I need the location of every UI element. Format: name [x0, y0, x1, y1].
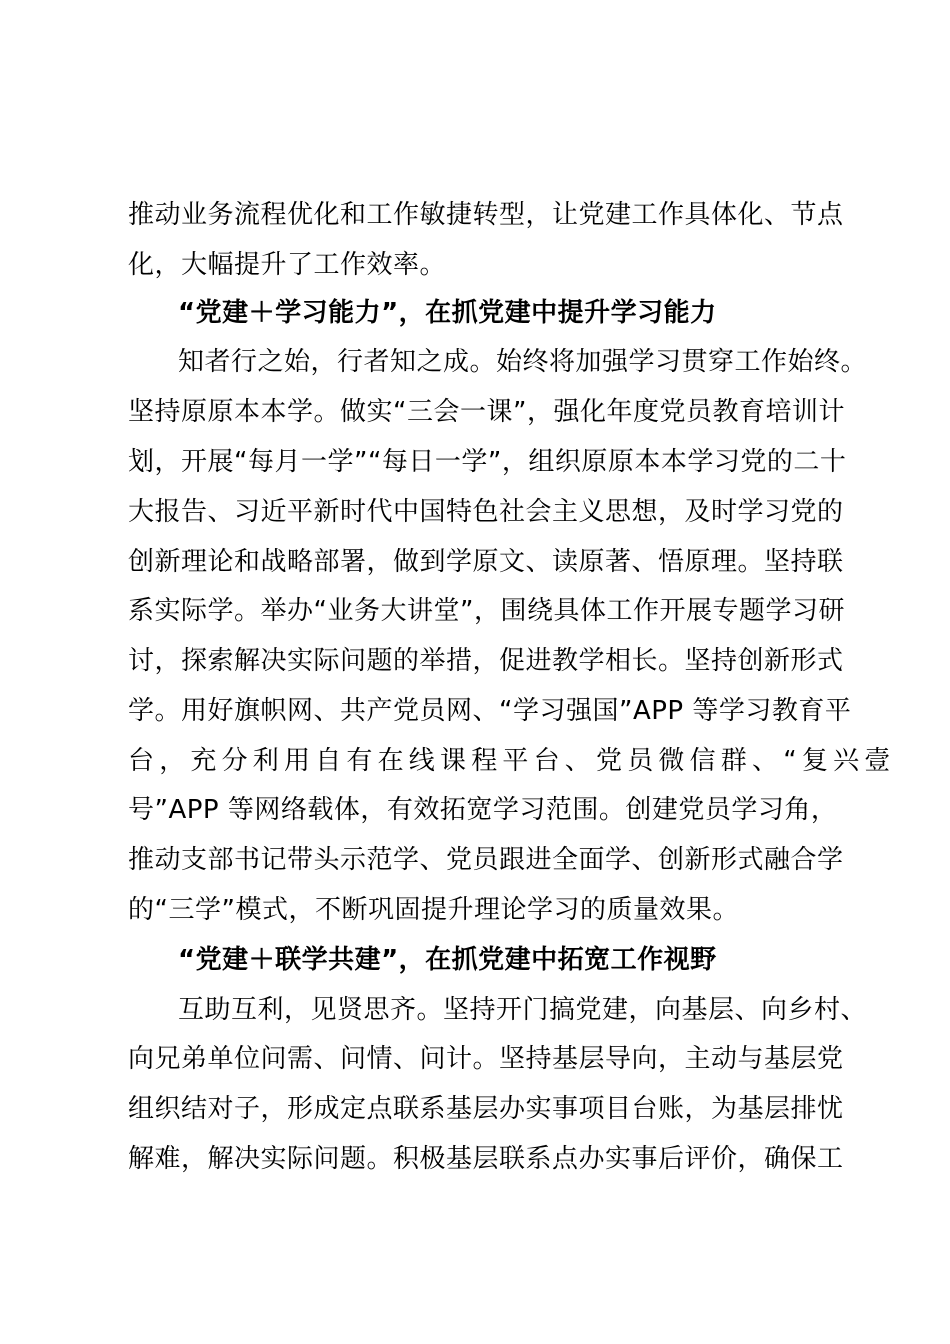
- paragraph-line: 推动业务流程优化和工作敏捷转型，让党建工作具体化、节点: [128, 200, 844, 230]
- paragraph-line: 划，开展“每月一学”“每日一学”，组织原原本本学习党的二十: [128, 447, 847, 477]
- paragraph-line: 创新理论和战略部署，做到学原文、读原著、悟原理。坚持联: [128, 547, 844, 577]
- paragraph-line: 学。用好旗帜网、共产党员网、“学习强国”APP 等学习教育平: [128, 696, 852, 726]
- paragraph-line: 解难，解决实际问题。积极基层联系点办实事后评价，确保工: [128, 1144, 844, 1174]
- section-heading-joint-building: “党建＋联学共建”，在抓党建中拓宽工作视野: [178, 945, 717, 975]
- paragraph-line: 坚持原原本本学。做实“三会一课”，强化年度党员教育培训计: [128, 397, 845, 427]
- paragraph-line: 互助互利，见贤思齐。坚持开门搞党建，向基层、向乡村、: [178, 995, 868, 1025]
- paragraph-line: 推动支部书记带头示范学、党员跟进全面学、创新形式融合学: [128, 845, 844, 875]
- paragraph-line: 讨，探索解决实际问题的举措，促进教学相长。坚持创新形式: [128, 646, 844, 676]
- paragraph-line: 大报告、习近平新时代中国特色社会主义思想，及时学习党的: [128, 497, 844, 527]
- paragraph-line: 台，充分利用自有在线课程平台、党员微信群、“复兴壹: [128, 746, 896, 776]
- paragraph-line: 的“三学”模式，不断巩固提升理论学习的质量效果。: [128, 895, 739, 925]
- section-heading-learning: “党建＋学习能力”，在抓党建中提升学习能力: [178, 298, 717, 328]
- paragraph-line: 向兄弟单位问需、问情、问计。坚持基层导向，主动与基层党: [128, 1044, 844, 1074]
- paragraph-line: 组织结对子，形成定点联系基层办实事项目台账，为基层排忧: [128, 1094, 844, 1124]
- paragraph-line: 知者行之始，行者知之成。始终将加强学习贯穿工作始终。: [178, 347, 868, 377]
- paragraph-line: 系实际学。举办“业务大讲堂”，围绕具体工作开展专题学习研: [128, 596, 845, 626]
- paragraph-line: 号”APP 等网络载体，有效拓宽学习范围。创建党员学习角，: [128, 795, 838, 825]
- paragraph-line: 化，大幅提升了工作效率。: [128, 250, 447, 280]
